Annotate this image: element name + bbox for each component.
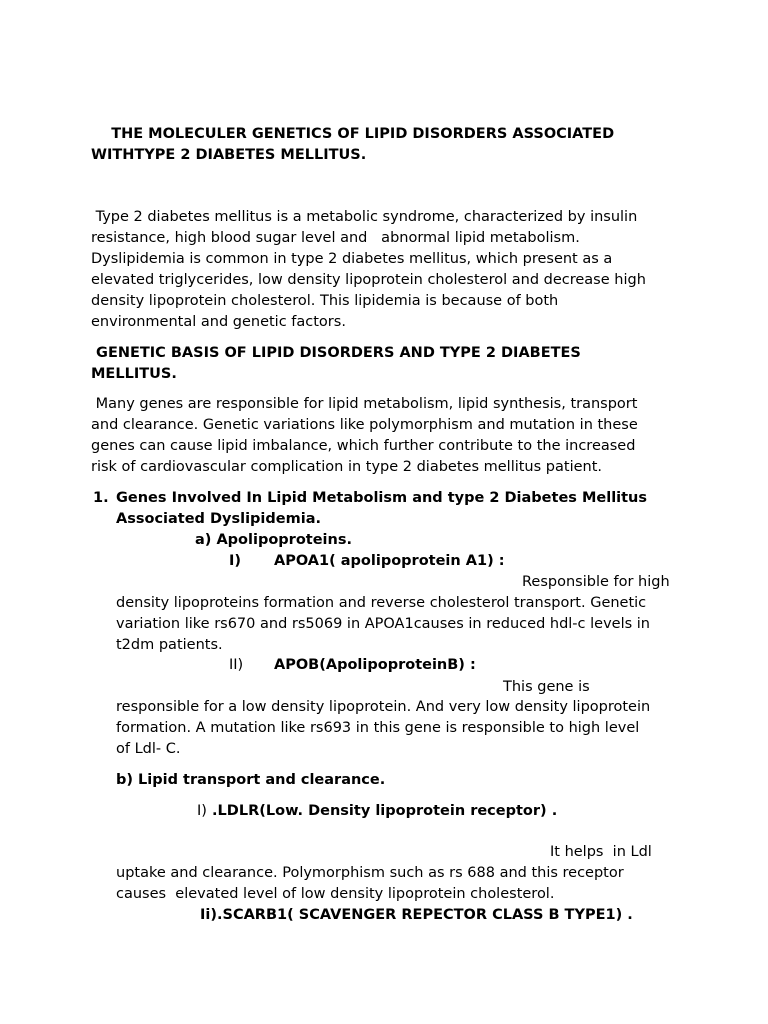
genetic-basis-line: risk of cardiovascular complication in type 2 diabetes mellitus patient. <box>91 459 602 475</box>
apob-text-line: responsible for a low density lipoprotein. And very low density lipoprotein <box>116 699 651 715</box>
apoa1-text-line: t2dm patients. <box>116 637 223 653</box>
ldlr-title: .LDLR(Low. Density lipoprotein receptor) . <box>207 803 558 819</box>
intro-line: elevated triglycerides, low density lipoprotein cholesterol and decrease high <box>91 272 646 288</box>
apob-text-line: formation. A mutation like rs693 in this gene is responsible to high level <box>116 720 640 736</box>
scarb1-title: Ii).SCARB1( SCAVENGER REPECTOR CLASS B TYPE1) . <box>200 907 633 923</box>
genetic-basis-line: Many genes are responsible for lipid metabolism, lipid synthesis, transport <box>91 396 638 412</box>
subheading-apolipoproteins: a) Apolipoproteins. <box>195 532 352 548</box>
list-heading-line-2: Associated Dyslipidemia. <box>116 511 321 527</box>
intro-line: density lipoprotein cholesterol. This lipidemia is because of both <box>91 293 559 309</box>
apob-text-line: of Ldl- C. <box>116 741 181 757</box>
intro-line: resistance, high blood sugar level and abnormal lipid metabolism. <box>91 230 580 246</box>
intro-line: Dyslipidemia is common in type 2 diabetes mellitus, which present as a <box>91 251 613 267</box>
genetic-basis-line: genes can cause lipid imbalance, which further contribute to the increased <box>91 438 636 454</box>
genetic-basis-line: and clearance. Genetic variations like polymorphism and mutation in these <box>91 417 638 433</box>
document-title-line-2: WITHTYPE 2 DIABETES MELLITUS. <box>91 147 367 163</box>
apob-numeral: II) <box>229 657 244 673</box>
section-heading-line-1: GENETIC BASIS OF LIPID DISORDERS AND TYPE 2 DIABETES <box>91 345 581 361</box>
intro-line: environmental and genetic factors. <box>91 314 346 330</box>
list-number: 1. <box>93 490 109 506</box>
apoa1-numeral: I) <box>229 553 242 569</box>
apoa1-text-line: variation like rs670 and rs5069 in APOA1causes in reduced hdl-c levels in <box>116 616 650 632</box>
apoa1-text-first: Responsible for high <box>522 574 670 590</box>
ldlr-text-first: It helps in Ldl <box>550 844 652 860</box>
ldlr-text-line: causes elevated level of low density lipoprotein cholesterol. <box>116 886 555 902</box>
ldlr-text-line: uptake and clearance. Polymorphism such as rs 688 and this receptor <box>116 865 624 881</box>
apob-title: APOB(ApolipoproteinB) : <box>274 657 476 673</box>
apoa1-text-line: density lipoproteins formation and reverse cholesterol transport. Genetic <box>116 595 647 611</box>
ldlr-numeral: I) <box>197 803 207 819</box>
subheading-lipid-transport: b) Lipid transport and clearance. <box>116 772 386 788</box>
document-title-line-1: THE MOLECULER GENETICS OF LIPID DISORDERS ASSOCIATED <box>91 126 615 142</box>
apoa1-title: APOA1( apolipoprotein A1) : <box>274 553 505 569</box>
apob-text-first: This gene is <box>503 679 590 695</box>
section-heading-line-2: MELLITUS. <box>91 366 177 382</box>
intro-line: Type 2 diabetes mellitus is a metabolic syndrome, characterized by insulin <box>91 209 638 225</box>
list-heading-line-1: Genes Involved In Lipid Metabolism and type 2 Diabetes Mellitus <box>116 490 648 506</box>
